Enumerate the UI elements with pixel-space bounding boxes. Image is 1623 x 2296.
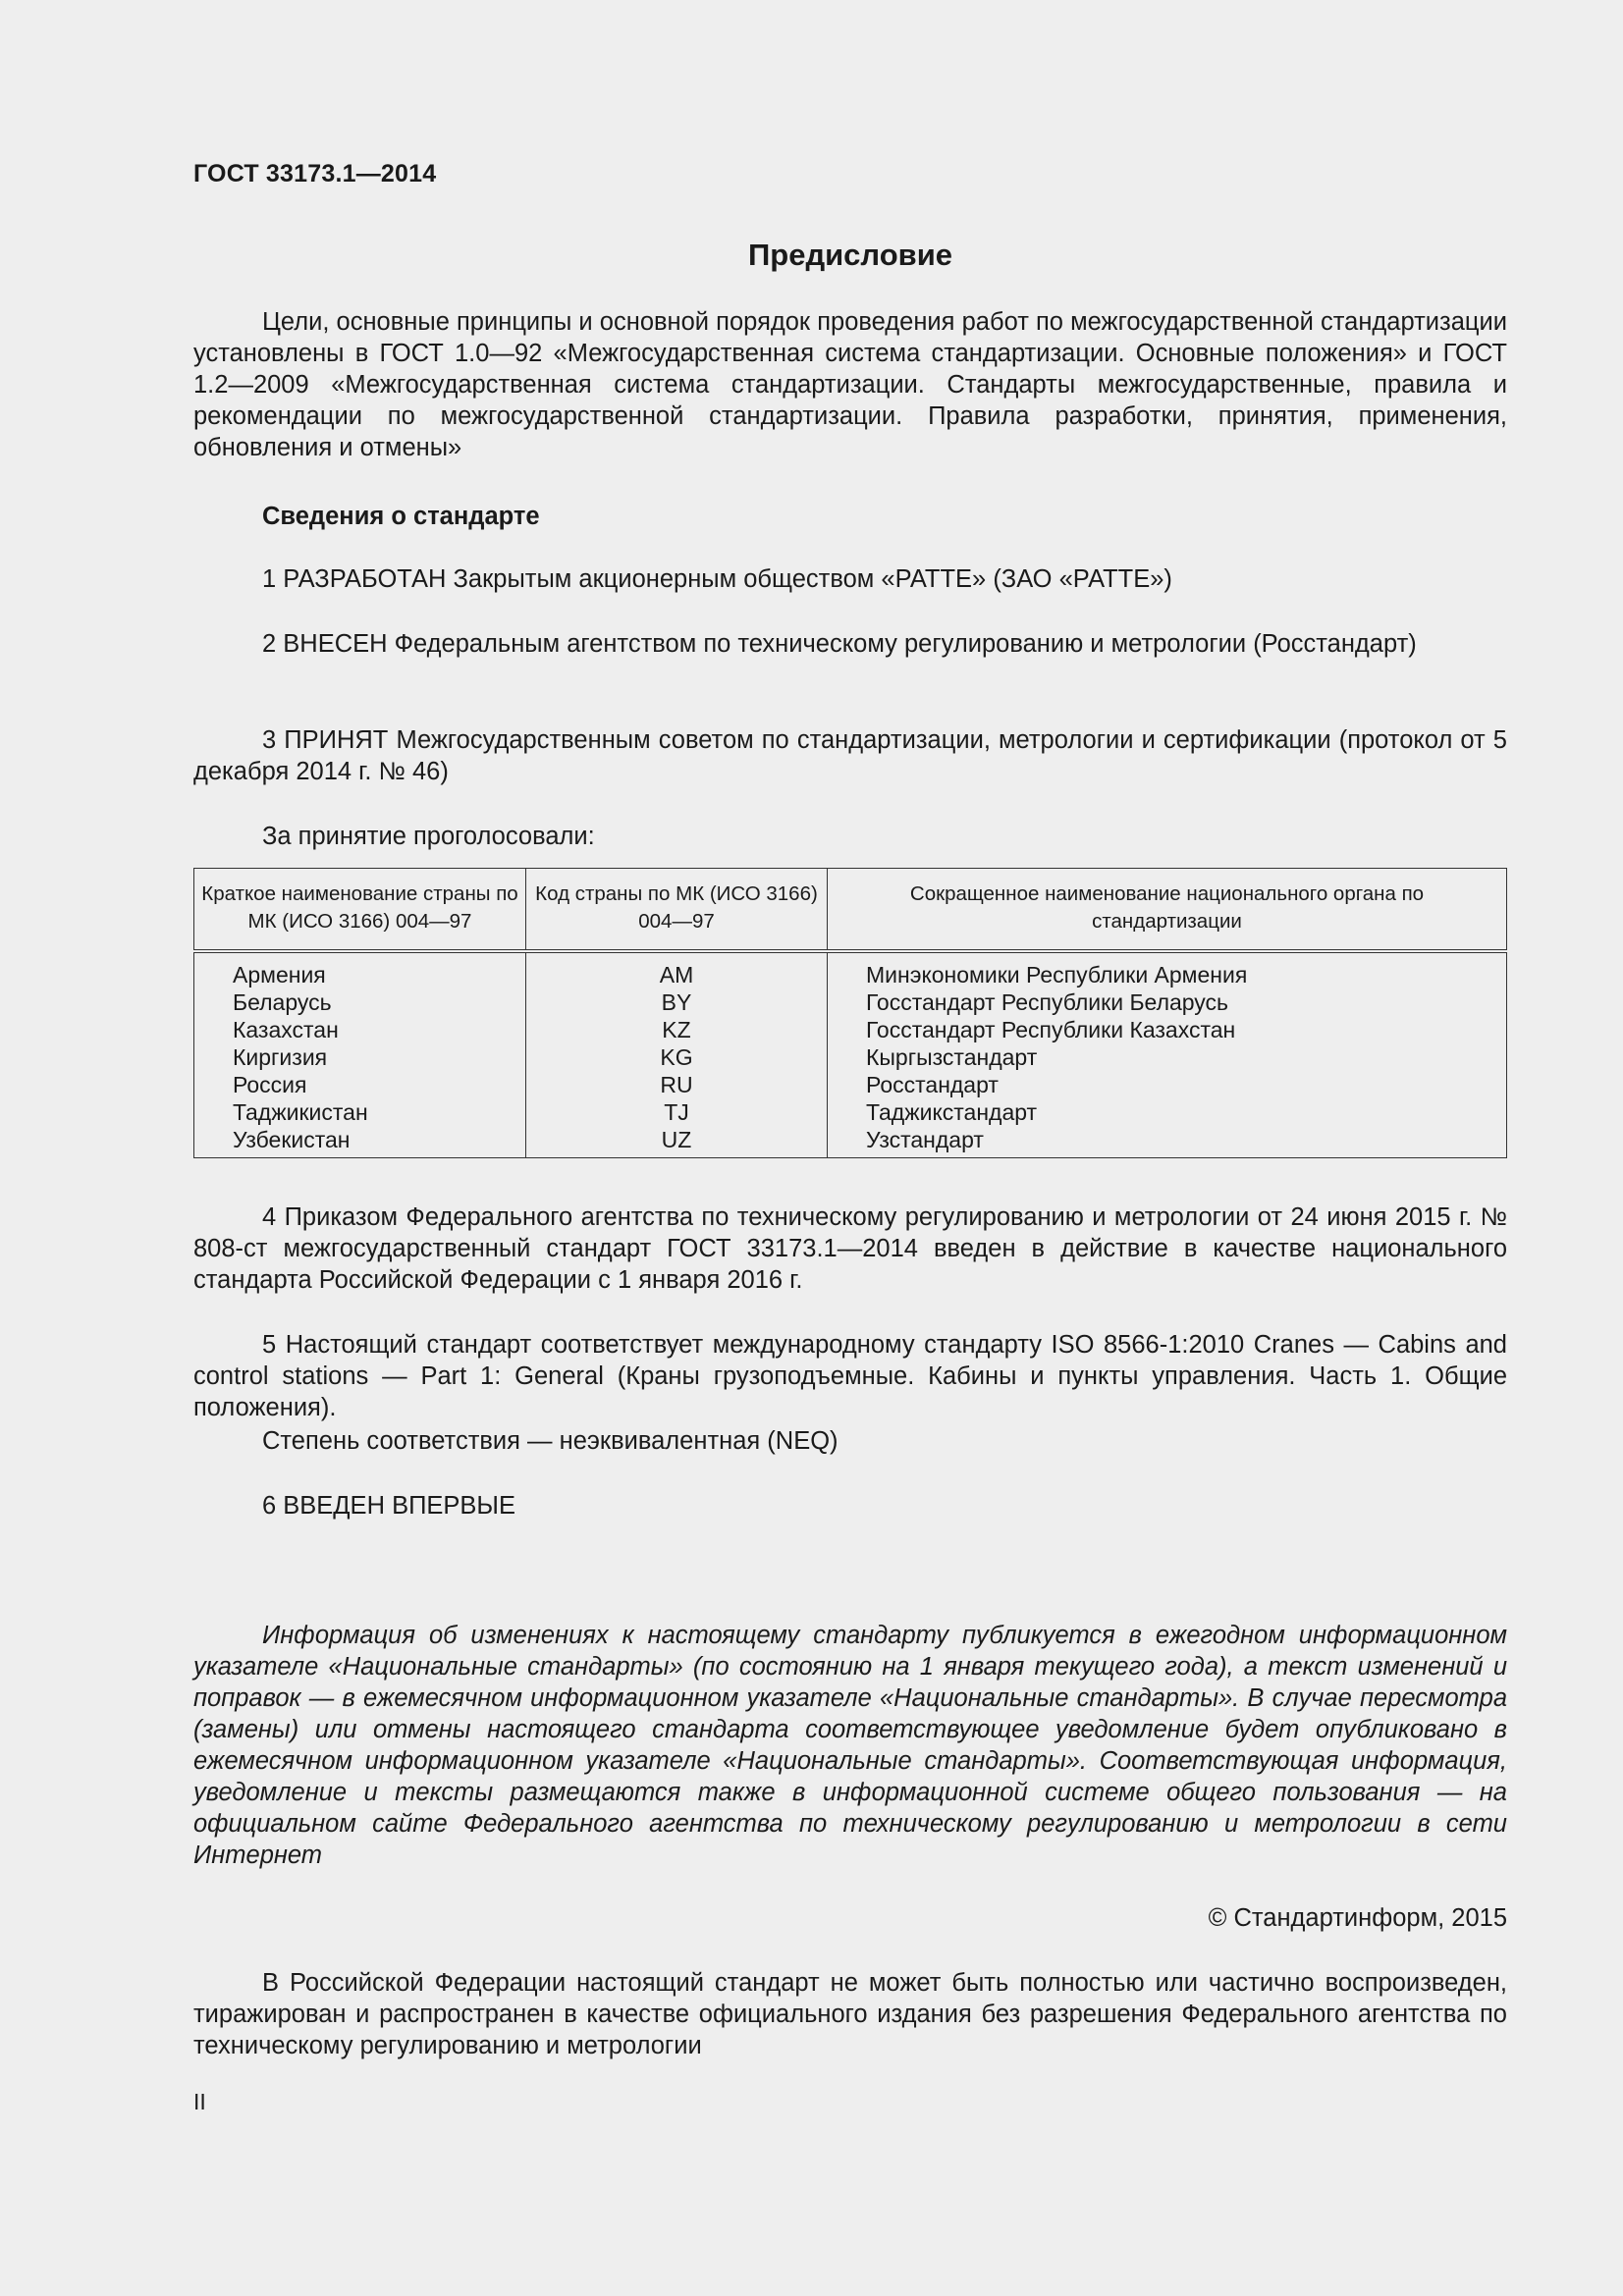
reproduction-notice: В Российской Федерации настоящий стандарт не может быть полностью или частично воспроизведен, тиражирован и распространен в качестве официального издания без разрешения Федерального агентства по техническому регулированию и метрологии: [193, 1969, 1507, 2059]
standards-body: Таджикстандарт: [828, 1098, 1507, 1126]
standards-body: Минэкономики Республики Армения: [828, 951, 1507, 988]
voting-table: [193, 868, 1507, 1158]
country-code: KG: [526, 1043, 828, 1071]
standards-body: Узстандарт: [828, 1126, 1507, 1158]
document-header: ГОСТ 33173.1—2014: [193, 160, 437, 187]
item-5-degree: Степень соответствия — неэквивалентная (NEQ): [262, 1427, 839, 1455]
country-name: Казахстан: [194, 1016, 526, 1043]
country-name: Узбекистан: [194, 1126, 526, 1158]
info-heading: Сведения о стандарте: [262, 503, 540, 530]
item-1-paragraph: 1 РАЗРАБОТАН Закрытым акционерным обществом «РАТТЕ» (ЗАО «РАТТЕ»): [262, 565, 1172, 593]
item-6-paragraph: 6 ВВЕДЕН ВПЕРВЫЕ: [262, 1492, 516, 1520]
country-name: Армения: [194, 951, 526, 988]
table-header-row: [194, 869, 1507, 952]
standards-body: Госстандарт Республики Беларусь: [828, 988, 1507, 1016]
item-4-paragraph: 4 Приказом Федерального агентства по техническому регулированию и метрологии от 24 июня 2015 г. № 808-ст межгосударственный стандарт ГОСТ 33173.1—2014 введен в действие в качестве национального стандарта Российской Федерации с 1 января 2016 г.: [193, 1203, 1507, 1294]
country-code: AM: [526, 951, 828, 988]
country-name: Россия: [194, 1071, 526, 1098]
country-name: Таджикистан: [194, 1098, 526, 1126]
standards-body: Росстандарт: [828, 1071, 1507, 1098]
table-header-organization: Сокращенное наименование национального органа по стандартизации: [828, 869, 1507, 952]
table-row: [194, 1071, 1507, 1098]
country-code: RU: [526, 1071, 828, 1098]
table-row: [194, 988, 1507, 1016]
country-code: UZ: [526, 1126, 828, 1158]
country-name: Беларусь: [194, 988, 526, 1016]
table-header-country: Краткое наименование страны по МК (ИСО 3166) 004—97: [194, 869, 526, 952]
item-2-paragraph: 2 ВНЕСЕН Федеральным агентством по техническому регулированию и метрологии (Росстандарт): [262, 630, 1417, 658]
table-row: [194, 1043, 1507, 1071]
country-name: Киргизия: [194, 1043, 526, 1071]
table-row: [194, 1126, 1507, 1158]
item-3-paragraph: 3 ПРИНЯТ Межгосударственным советом по стандартизации, метрологии и сертификации (протокол от 5 декабря 2014 г. № 46): [193, 726, 1507, 785]
country-code: KZ: [526, 1016, 828, 1043]
item-5-paragraph: 5 Настоящий стандарт соответствует международному стандарту ISO 8566-1:2010 Cranes — Cabins and control stations — Part 1: General (Краны грузоподъемные. Кабины и пункты управления. Часть 1. Общие положения).: [193, 1331, 1507, 1421]
country-code: BY: [526, 988, 828, 1016]
country-code: TJ: [526, 1098, 828, 1126]
table-row: [194, 951, 1507, 988]
page-number: II: [193, 2089, 206, 2114]
changes-notice: Информация об изменениях к настоящему стандарту публикуется в ежегодном информационном указателе «Национальные стандарты» (по состоянию на 1 января текущего года), а текст изменений и поправок — в ежемесячном информационном указателе «Национальные стандарты». В случае пересмотра (замены) или отмены настоящего стандарта соответствующее уведомление будет опубликовано в ежемесячном информационном указателе «Национальные стандарты». Соответствующая информация, уведомление и тексты размещаются также в информационной системе общего пользования — на официальном сайте Федерального агентства по техническому регулированию и метрологии в сети Интернет: [193, 1622, 1507, 1869]
table-row: [194, 1016, 1507, 1043]
table-row: [194, 1098, 1507, 1126]
standards-body: Кыргызстандарт: [828, 1043, 1507, 1071]
intro-paragraph: Цели, основные принципы и основной порядок проведения работ по межгосударственной стандартизации установлены в ГОСТ 1.0—92 «Межгосударственная система стандартизации. Основные положения» и ГОСТ 1.2—2009 «Межгосударственная система стандартизации. Стандарты межгосударственные, правила и рекомендации по межгосударственной стандартизации. Правила разработки, принятия, применения, обновления и отмены»: [193, 308, 1507, 461]
voted-label: За принятие проголосовали:: [262, 823, 595, 850]
table-header-code: Код страны по МК (ИСО 3166) 004—97: [526, 869, 828, 952]
standards-body: Госстандарт Республики Казахстан: [828, 1016, 1507, 1043]
copyright-notice: © Стандартинформ, 2015: [1208, 1904, 1507, 1932]
page-title: Предисловие: [747, 238, 952, 272]
